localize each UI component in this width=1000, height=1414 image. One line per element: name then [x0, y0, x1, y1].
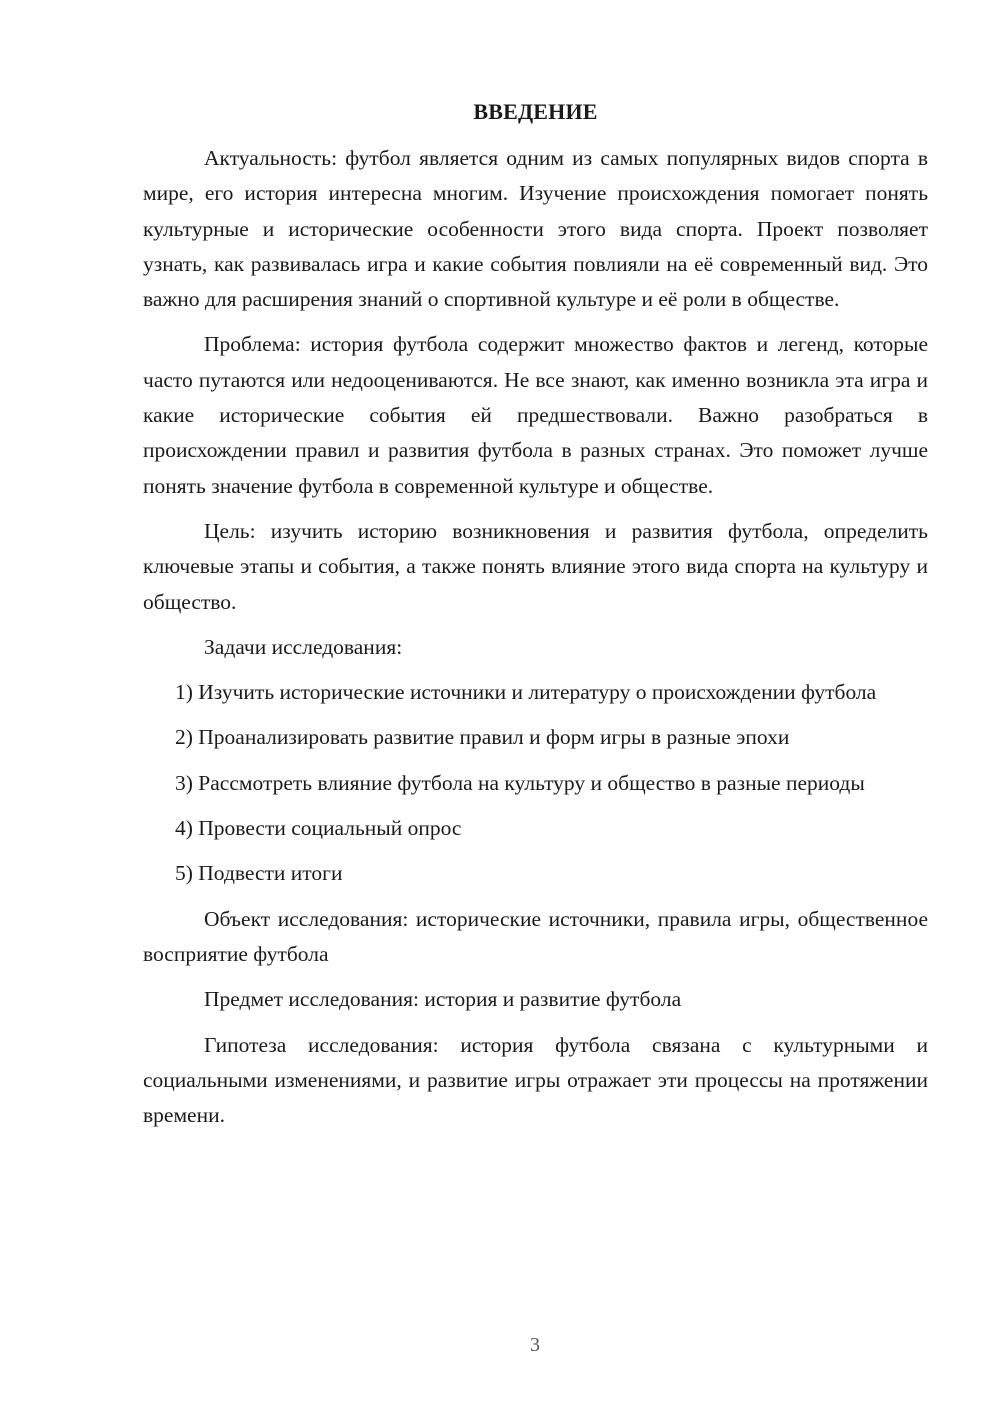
document-page — [143, 94, 928, 1143]
task-item: 4) Провести социальный опрос — [175, 816, 462, 841]
tasks-list — [143, 675, 928, 891]
task-item: 2) Проанализировать развитие правил и форм игры в разные эпохи — [175, 725, 790, 750]
page-number: 3 — [530, 1334, 540, 1356]
relevance-paragraph: Актуальность: футбол является одним из самых популярных видов спорта в мире, его история интересна многим. Изучение происхождения помогает понять культурные и исторические особенности этого вида спорта. Проект позволяет узнать, как развивалась игра и какие события повлияли на её современный вид. Это важно для расширения знаний о спортивной культуре и её роли в обществе. — [143, 146, 928, 312]
tasks-heading: Задачи исследования: — [204, 634, 403, 659]
page-title: ВВЕДЕНИЕ — [473, 99, 598, 124]
task-item: 1) Изучить исторические источники и литературу о происхождении футбола — [175, 680, 877, 705]
goal-paragraph: Цель: изучить историю возникновения и развития футбола, определить ключевые этапы и события, а также понять влияние этого вида спорта на культуру и общество. — [143, 518, 928, 614]
hypothesis-paragraph: Гипотеза исследования: история футбола связана с культурными и социальными изменениями, и развитие игры отражает эти процессы на протяжении времени. — [143, 1032, 928, 1128]
subject-paragraph: Предмет исследования: история и развитие футбола — [204, 987, 682, 1012]
problem-paragraph: Проблема: история футбола содержит множество фактов и легенд, которые часто путаются или недооцениваются. Не все знают, как именно возникла эта игра и какие исторические события ей предшествовали. Важно разобраться в происхождении правил и развития футбола в разных странах. Это поможет лучше понять значение футбола в современной культуре и обществе. — [143, 332, 928, 498]
task-item: 3) Рассмотреть влияние футбола на культуру и общество в разные периоды — [175, 770, 865, 795]
task-item: 5) Подвести итоги — [175, 861, 343, 886]
object-paragraph: Объект исследования: исторические источники, правила игры, общественное восприятие футбола — [143, 906, 928, 966]
